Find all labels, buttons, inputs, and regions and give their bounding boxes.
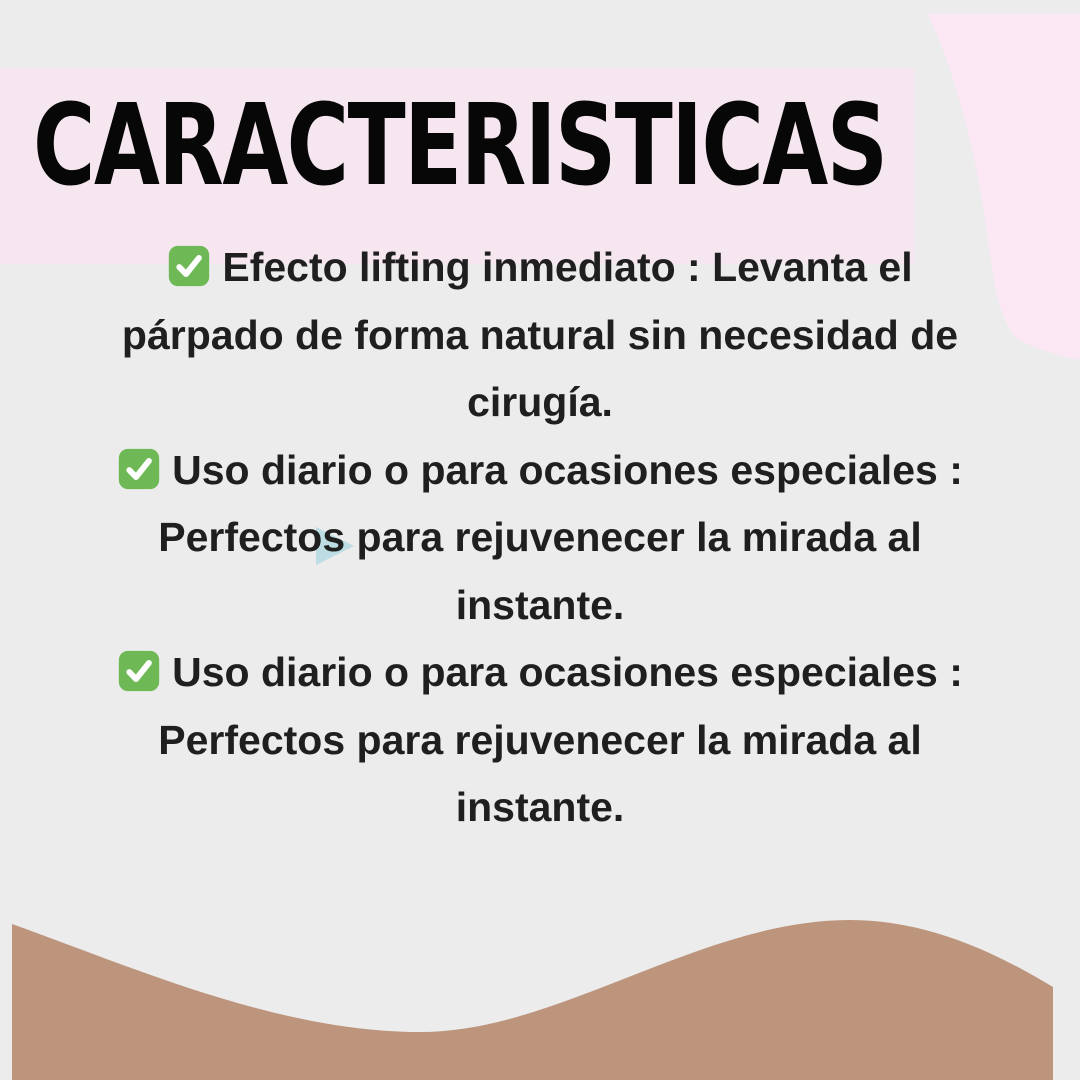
check-icon: [117, 649, 161, 693]
feature-line: Perfectos para rejuvenecer la mirada al: [158, 716, 922, 763]
feature-item: [40, 437, 1040, 640]
feature-line: instante.: [455, 581, 625, 628]
feature-line: Efecto lifting inmediato : Levanta el: [222, 244, 913, 290]
feature-list: [40, 234, 1040, 842]
feature-line: instante.: [455, 784, 625, 830]
feature-line: Uso diario o para ocasiones especiales :: [172, 649, 963, 695]
feature-line: Perfectos para rejuvenecer la mirada al: [158, 514, 922, 560]
feature-line: cirugía.: [467, 379, 613, 425]
feature-line: párpado de forma natural sin necesidad de: [121, 311, 959, 358]
check-icon: [117, 447, 161, 491]
feature-item: [40, 639, 1040, 842]
check-icon: [167, 244, 211, 288]
page-title: CARACTERISTICAS: [33, 81, 887, 211]
feature-item: [40, 234, 1040, 437]
bottom-wave: [0, 910, 1080, 1080]
feature-line: Uso diario o para ocasiones especiales :: [172, 446, 963, 493]
